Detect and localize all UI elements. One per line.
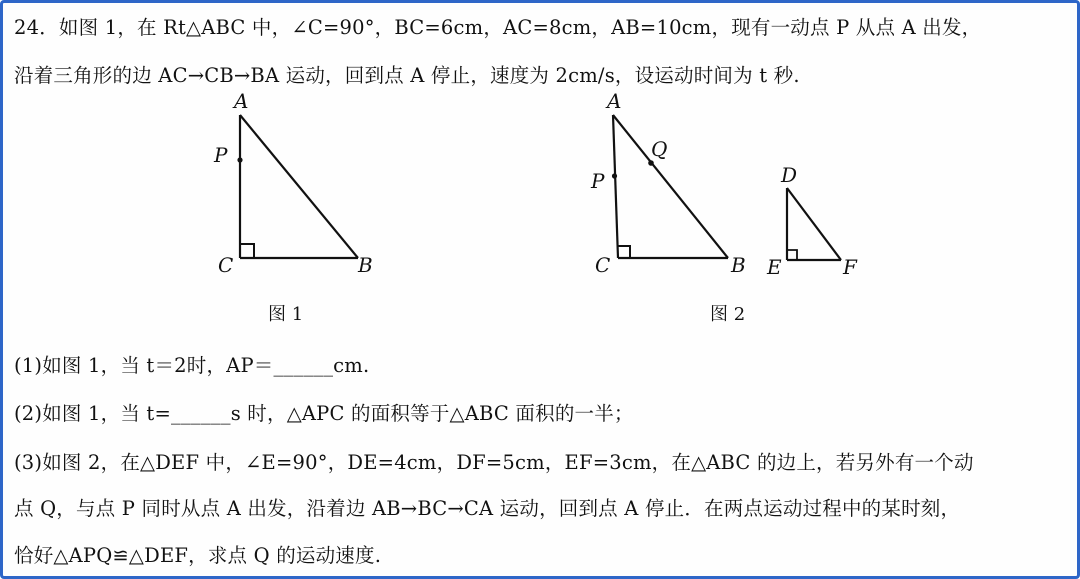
problem-statement-line-2: 沿着三角形的边 AC→CB→BA 运动，回到点 A 停止，速度为 2cm/s，设运动时间为 t 秒. xyxy=(14,64,800,87)
problem-statement-line-1: 24．如图 1，在 Rt△ABC 中，∠C=90°，BC=6cm，AC=8cm，AB=10cm，现有一动点 P 从点 A 出发， xyxy=(14,16,982,39)
side-ab xyxy=(240,115,358,258)
label-f: F xyxy=(843,255,857,279)
label-c: C xyxy=(595,253,611,277)
point-q xyxy=(648,160,654,166)
question-2: (2)如图 1，当 t=______s 时，△APC 的面积等于△ABC 面积的一半； xyxy=(14,402,634,425)
question-1: (1)如图 1，当 t＝2时，AP＝______cm. xyxy=(14,354,370,377)
point-p xyxy=(612,173,617,178)
right-angle-mark xyxy=(618,246,630,258)
figure-2-caption: 图 2 xyxy=(710,304,746,325)
label-e: E xyxy=(767,255,782,279)
label-c: C xyxy=(218,253,234,277)
point-p xyxy=(237,157,242,162)
side-ab xyxy=(613,115,728,258)
question-3-line-1: (3)如图 2，在△DEF 中，∠E=90°，DE=4cm，DF=5cm，EF=3cm，在△ABC 的边上，若另外有一个动 xyxy=(14,451,974,474)
label-p: P xyxy=(591,169,605,193)
figure-2-triangles xyxy=(585,90,885,280)
right-angle-mark xyxy=(240,244,254,258)
label-b: B xyxy=(731,253,746,277)
label-a: A xyxy=(607,90,622,113)
figure-1-caption: 图 1 xyxy=(268,304,304,325)
label-d: D xyxy=(781,163,798,187)
label-p: P xyxy=(214,143,228,167)
right-angle-mark-e xyxy=(787,250,797,260)
side-ac xyxy=(613,115,618,258)
figure-1-triangle-abc xyxy=(210,90,390,280)
label-a: A xyxy=(234,90,249,113)
label-b: B xyxy=(358,253,373,277)
label-q: Q xyxy=(651,137,668,161)
question-3-line-2: 点 Q，与点 P 同时从点 A 出发，沿着边 AB→BC→CA 运动，回到点 A 停止．在两点运动过程中的某时刻， xyxy=(14,497,961,520)
question-3-line-3: 恰好△APQ≌△DEF，求点 Q 的运动速度. xyxy=(14,544,382,567)
